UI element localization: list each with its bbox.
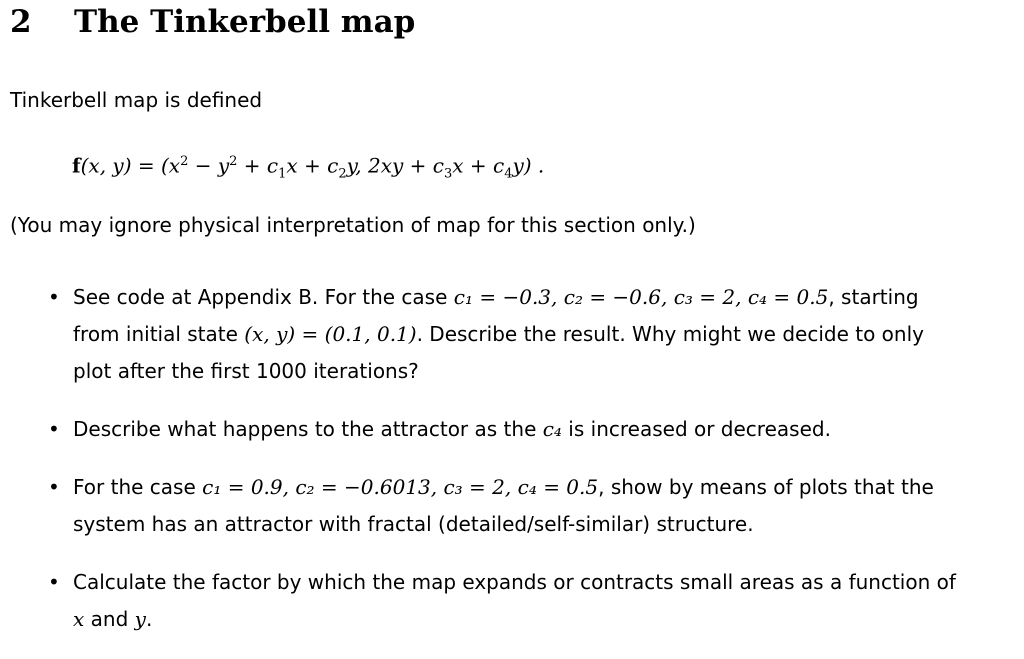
equation-exponent: 2 xyxy=(180,154,189,169)
equation-part: − y xyxy=(188,153,230,178)
item-text: from initial state xyxy=(73,322,245,346)
bullet-icon: • xyxy=(48,285,60,309)
equation-subscript: 2 xyxy=(338,166,347,182)
equation-part: (x, y) = (x xyxy=(80,153,181,178)
item-text: See code at Appendix B. For the case xyxy=(73,285,454,309)
item-math: x xyxy=(73,607,85,631)
item-math: c₁ = −0.3, c₂ = −0.6, c₃ = 2, c₄ = 0.5 xyxy=(453,285,829,309)
list-item xyxy=(0,564,998,638)
section-number: 2 xyxy=(10,4,32,40)
item-text: For the case xyxy=(73,475,203,499)
item-text: and xyxy=(84,607,135,631)
bullet-icon: • xyxy=(48,475,60,499)
equation-part: x + c xyxy=(452,153,505,178)
equation-part: x + c xyxy=(286,153,339,178)
list-item xyxy=(0,469,998,543)
equation-subscript: 4 xyxy=(504,166,513,182)
item-math: c₁ = 0.9, c₂ = −0.6013, c₃ = 2, c₄ = 0.5 xyxy=(202,475,599,499)
item-text: Calculate the factor by which the map expands or contracts small areas as a function of xyxy=(73,570,956,594)
item-math: (x, y) = (0.1, 0.1) xyxy=(244,322,417,346)
item-math: y xyxy=(134,607,146,631)
note-text: (You may ignore physical interpretation of map for this section only.) xyxy=(10,213,696,237)
question-list xyxy=(0,279,1024,659)
intro-text: Tinkerbell map is defined xyxy=(10,88,263,112)
item-text: is increased or decreased. xyxy=(561,417,831,441)
equation-part: y, 2xy + c xyxy=(346,153,444,178)
equation-part: y) . xyxy=(512,153,545,178)
equation-exponent: 2 xyxy=(229,154,238,169)
item-math: c₄ xyxy=(542,417,562,441)
list-item xyxy=(0,279,998,390)
item-text: . xyxy=(145,607,153,631)
item-text: plot after the first 1000 iterations? xyxy=(73,359,419,383)
section-heading xyxy=(10,2,415,42)
item-text: system has an attractor with fractal (detailed/self-similar) structure. xyxy=(73,512,754,536)
bullet-icon: • xyxy=(48,570,60,594)
equation-subscript: 3 xyxy=(443,166,453,182)
item-text: . Describe the result. Why might we decide to only xyxy=(416,322,924,346)
section-title: The Tinkerbell map xyxy=(74,4,416,40)
item-text: , show by means of plots that the xyxy=(598,475,934,499)
equation-part: + c xyxy=(237,153,279,178)
item-text: Describe what happens to the attractor as the xyxy=(73,417,543,441)
list-item xyxy=(0,411,998,448)
tinkerbell-equation xyxy=(72,148,544,189)
item-text: , starting xyxy=(828,285,919,309)
equation-subscript: 1 xyxy=(278,166,287,182)
equation-f: f xyxy=(72,153,81,178)
bullet-icon: • xyxy=(48,417,60,441)
